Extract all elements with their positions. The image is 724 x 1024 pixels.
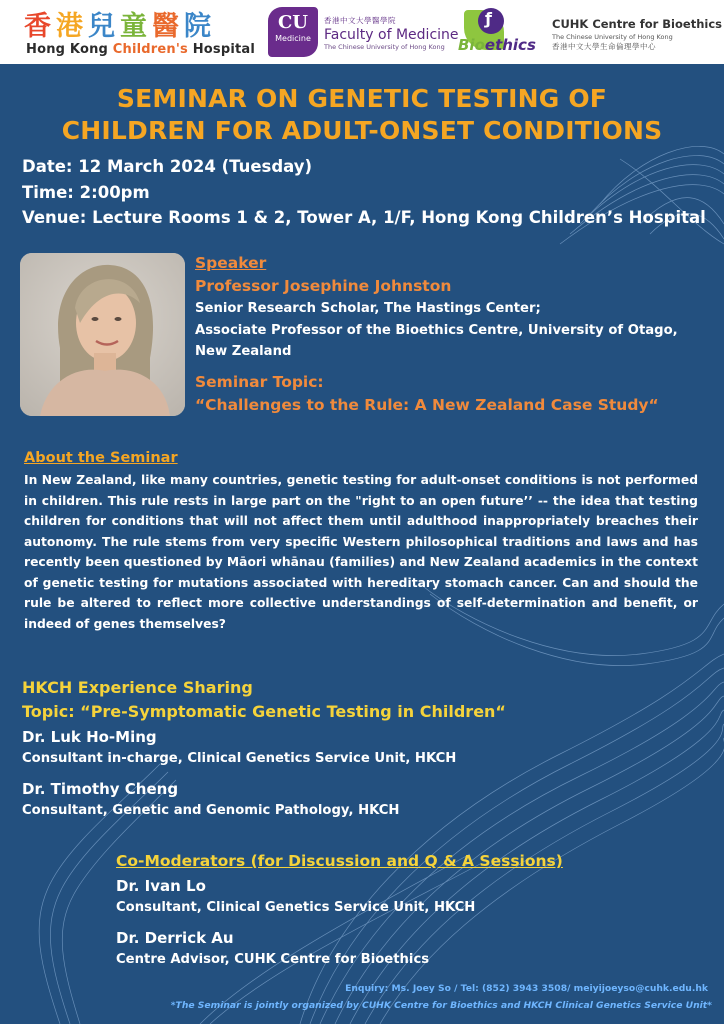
hkch-char: 童 [120,11,152,42]
bio-word-b: ethics [484,36,536,54]
presenter-name: Dr. Timothy Cheng [22,780,179,798]
cu-medicine-logo [268,7,318,57]
experience-heading: HKCH Experience Sharing [22,678,253,697]
speaker-role: New Zealand [195,344,292,359]
hkch-char: 香 [24,11,56,42]
cu-badge-text: CU [277,12,309,33]
event-details [22,154,706,231]
speaker-role: Associate Professor of the Bioethics Centre, University of Otago, [195,322,678,338]
bioethics-wordmark [458,36,536,54]
event-date: Date: 12 March 2024 (Tuesday) [22,157,313,176]
speaker-block [195,253,678,417]
event-venue: Venue: Lecture Rooms 1 & 2, Tower A, 1/F, Hong Kong Children’s Hospital [22,208,706,227]
fom-english: Faculty of Medicine [324,27,459,43]
cb-subtitle: The Chinese University of Hong Kong [552,33,673,41]
hkch-en-part: Hospital [187,42,256,57]
hkch-logo-chinese [24,4,216,43]
title-line-1: SEMINAR ON GENETIC TESTING OF [116,84,608,113]
speaker-label: Speaker [195,254,267,272]
presenter-role: Consultant, Genetic and Genomic Pathology, HKCH [22,803,400,818]
cb-chinese: 香港中文大學生命倫理學中心 [552,42,656,51]
enquiry-contact: Enquiry: Ms. Joey So / Tel: (852) 3943 3508/ meiyijoeyso@cuhk.edu.hk [345,983,708,994]
cb-english: CUHK Centre for Bioethics [552,17,722,31]
about-heading: About the Seminar [24,450,178,466]
bio-word-a: Bio [458,36,485,54]
seminar-topic-label: Seminar Topic: [195,372,324,391]
hkch-char: 兒 [88,11,120,42]
moderator-role: Centre Advisor, CUHK Centre for Bioethics [116,952,430,967]
cuhk-centre-bioethics-logo [552,17,722,52]
presenter-role: Consultant in-charge, Clinical Genetics Service Unit, HKCH [22,751,457,766]
about-paragraph: In New Zealand, like many countries, genetic testing for adult-onset conditions is not performed in children. This rule rests in large part on the "right to an open future’’ -- the idea that testing children for conditions that will not affect them until adulthood inappropriately breaches their autonomy. The rule stems from very specific Western philosophical traditions and laws and has recently been questioned by Māori whānau (families) and New Zealand academics in the context of genetic testing for mutations associated with hereditary stomach cancer. Can and should the rule be altered to reflect more collective understandings of self-determination and benefit, or indeed of genes themselves? [24,473,698,631]
moderators-block [116,849,563,971]
hkch-char: 醫 [152,11,184,42]
hkch-char: 院 [184,11,216,42]
experience-topic: Topic: “Pre-Symptomatic Genetic Testing in Children“ [22,702,506,721]
event-time: Time: 2:00pm [22,182,150,202]
seminar-topic: “Challenges to the Rule: A New Zealand Case Study“ [195,395,659,414]
speaker-role: Senior Research Scholar, The Hastings Center; [195,301,541,316]
bioethics-logo [458,8,544,56]
moderators-heading: Co-Moderators (for Discussion and Q & A Sessions) [116,852,563,870]
hkch-en-children: Children's [112,42,188,57]
speaker-name: Professor Josephine Johnston [195,277,452,295]
speaker-photo [20,253,185,416]
hkch-char: 港 [56,11,88,42]
moderator-name: Dr. Ivan Lo [116,877,206,895]
moderator-name: Dr. Derrick Au [116,929,234,947]
faculty-of-medicine-logo [324,15,459,51]
title-line-2: CHILDREN FOR ADULT-ONSET CONDITIONS [61,116,663,145]
organizer-note: *The Seminar is jointly organized by CUHK Centre for Bioethics and HKCH Clinical Genetics Service Unit* [170,1000,712,1011]
moderator-role: Consultant, Clinical Genetics Service Unit, HKCH [116,900,476,915]
presenter-name: Dr. Luk Ho-Ming [22,728,157,746]
bioethics-mark-icon: ƒ [478,8,504,34]
hkch-logo-english [26,42,255,57]
fom-subtitle: The Chinese University of Hong Kong [324,43,445,51]
logo-header [0,0,724,64]
fom-chinese: 香港中文大學醫學院 [324,16,396,25]
seminar-title [0,83,724,147]
experience-sharing-block [22,676,506,822]
hkch-en-part: Hong Kong [26,42,113,57]
cu-badge-subtext: Medicine [275,34,311,43]
